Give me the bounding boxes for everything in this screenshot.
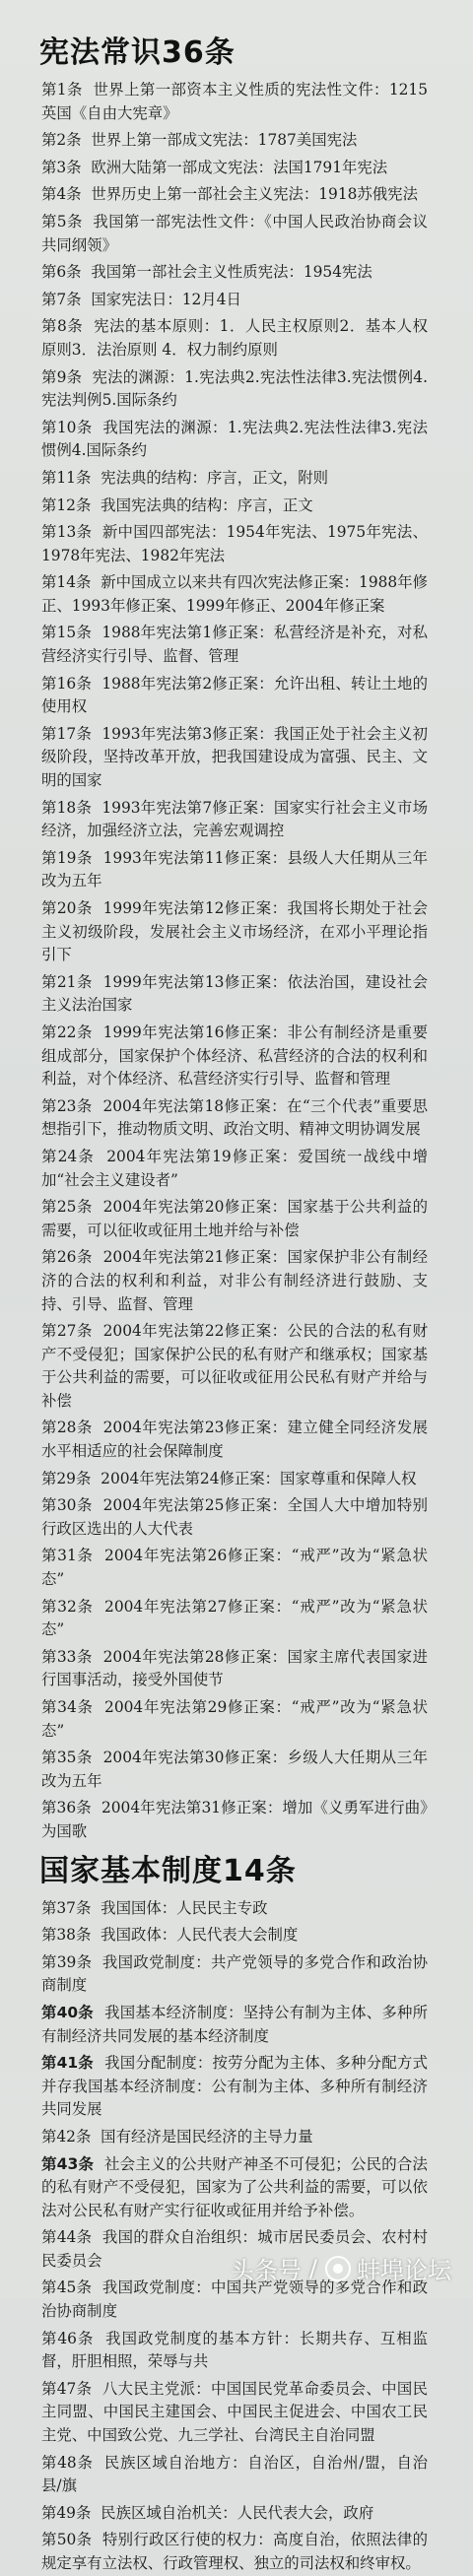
article-text: 我国分配制度：按劳分配为主体、多种分配方式并存我国基本经济制度：公有制为主体、多种所有制经济共同发展: [41, 2054, 428, 2119]
article-text: 民族区域自治地方：自治区，自治州/盟，自治县/旗: [41, 2453, 428, 2495]
article-entry: [41, 622, 428, 668]
article-text: 1999年宪法第13修正案：依法治国，建设社会主义法治国家: [41, 972, 428, 1015]
article-text: 2004年宪法第28修正案：国家主席代表国家进行国事活动，接受外国使节: [41, 1647, 428, 1689]
article-text: 2004年宪法第18修正案：在“三个代表”重要思想指引下，推动物质文明、政治文明、精神文明协调发展: [41, 1096, 428, 1139]
article-text: 我国第一部宪法性文件：《中国人民政治协商会议共同纲领》: [41, 212, 428, 254]
article-number: 第19条: [41, 848, 93, 867]
article-text: 2004年宪法第29修正案：“戒严”改为“紧急状态”: [41, 1698, 428, 1740]
article-number: 第34条: [41, 1698, 94, 1716]
article-entry: [41, 2378, 428, 2448]
article-entry: [41, 1196, 428, 1242]
article-number: 第28条: [41, 1419, 93, 1437]
article-text: 2004年宪法第25修正案：全国人大中增加特别行政区选出的人大代表: [41, 1496, 428, 1538]
article-number: 第20条: [41, 899, 93, 917]
article-number: 第8条: [41, 317, 84, 336]
article-entry: [41, 1022, 428, 1091]
article-number: 第2条: [41, 131, 82, 150]
article-number: 第46条: [41, 2329, 95, 2347]
article-entry: [41, 1897, 428, 1921]
article-text: 1993年宪法第7修正案：国家实行社会主义市场经济，加强经济立法，完善宏观调控: [41, 798, 428, 840]
article-text: 八大民主党派：中国国民党革命委员会、中国民主同盟、中国民主建国会、中国民主促进会、中国农工民主党、中国致公党、九三学社、台湾民主自治同盟: [41, 2379, 428, 2445]
article-entry: [41, 157, 428, 180]
article-entry: [41, 129, 428, 153]
article-entry: [41, 1320, 428, 1413]
article-entry: [41, 847, 428, 893]
article-text: 1988年宪法第2修正案：允许出租、转让土地的使用权: [41, 674, 428, 716]
article-entry: [41, 261, 428, 285]
article-entry: [41, 417, 428, 463]
article-text: 我国宪法的渊源：1.宪法典2.宪法性法律3.宪法惯例4.国际条约: [41, 418, 428, 460]
article-entry: [41, 2126, 428, 2149]
article-text: 宪法典的结构：序言，正文，附则: [101, 468, 329, 487]
article-number: 第44条: [41, 2228, 93, 2247]
article-number: 第42条: [41, 2127, 92, 2146]
article-text: 2004年宪法第21修正案：国家保护非公有制经济的合法的权利和利益，对非公有制经济进行鼓励、支持、引导、监督、管理: [41, 1248, 428, 1313]
watermark-account: 蚌埠论坛: [357, 2257, 451, 2284]
article-text: 1999年宪法第12修正案：我国将长期处于社会主义初级阶段，发展社会主义市场经济，在邓小平理论指引下: [41, 899, 428, 964]
article-number: 第22条: [41, 1023, 93, 1041]
article-number: 第23条: [41, 1096, 93, 1115]
article-number: 第24条: [41, 1147, 96, 1165]
article-text: 世界上第一部成文宪法：1787美国宪法: [91, 131, 358, 150]
article-text: 2004年宪法第19修正案：爱国统一战线中增加“社会主义建设者”: [41, 1147, 428, 1189]
watermark-source: 头条号: [230, 2257, 302, 2284]
article-text: 我国基本经济制度：坚持公有制为主体、多种所有制经济共同发展的基本经济制度: [41, 2003, 428, 2045]
article-number: 第36条: [41, 1799, 92, 1817]
article-entry: [41, 723, 428, 793]
article-text: 国家宪法日：12月4日: [91, 290, 241, 308]
article-entry: [41, 2052, 428, 2122]
article-number: 第4条: [41, 185, 82, 204]
article-text: 2004年宪法第24修正案：国家尊重和保障人权: [101, 1469, 417, 1487]
article-entry: [41, 2529, 428, 2575]
article-entry: [41, 1146, 428, 1192]
article-number: 第14条: [41, 573, 92, 592]
watermark-separator: /: [308, 2254, 317, 2282]
article-text: 1993年宪法第11修正案：县级人大任期从三年改为五年: [41, 848, 428, 891]
article-entry: [41, 315, 428, 362]
article-text: 宪法的基本原则：1．人民主权原则2．基本人权原则3．法治原则 4．权力制约原则: [41, 317, 428, 359]
article-number: 第31条: [41, 1547, 94, 1565]
article-text: 我国政党制度：中国共产党领导的多党合作和政治协商制度: [41, 2279, 428, 2321]
article-text: 我国宪法典的结构：序言，正文: [101, 495, 313, 514]
section-title: 宪法常识36条: [39, 35, 236, 70]
article-entry: [41, 289, 428, 312]
article-entry: [41, 1596, 428, 1642]
article-number: 第6条: [41, 263, 82, 282]
article-text: 特别行政区行使的权力：高度自治，依照法律的规定享有立法权、行政管理权、独立的司法权和终审权。: [41, 2531, 428, 2572]
article-entry: [41, 1246, 428, 1316]
article-text: 我国政党制度：共产党领导的多党合作和政治协商制度: [41, 1952, 428, 1995]
article-entry: [41, 673, 428, 719]
article-number: 第15条: [41, 624, 93, 642]
article-number: 第50条: [41, 2531, 93, 2549]
article-number: 第18条: [41, 798, 93, 817]
article-number: 第10条: [41, 418, 93, 436]
article-number: 第43条: [41, 2154, 94, 2173]
article-text: 我国国体：人民民主专政: [101, 1898, 268, 1917]
article-text: 我国政体：人民代表大会制度: [101, 1926, 299, 1945]
article-entry: [41, 2153, 428, 2223]
article-text: 国有经济是国民经济的主导力量: [101, 2127, 313, 2146]
article-entry: [41, 1747, 428, 1793]
article-entry: [41, 2002, 428, 2048]
article-number: 第9条: [41, 367, 83, 386]
article-entry: [41, 183, 428, 207]
article-number: 第7条: [41, 290, 82, 308]
article-text: 我国的群众自治组织：城市居民委员会、农村村民委员会: [41, 2228, 428, 2270]
article-text: 宪法的渊源：1.宪法典2.宪法性法律3.宪法惯例4.宪法判例5.国际条约: [41, 367, 428, 410]
article-text: 1988年宪法第1修正案：私营经济是补充，对私营经济实行引导、监督、管理: [41, 624, 428, 666]
article-text: 我国第一部社会主义性质宪法：1954宪法: [91, 263, 372, 282]
article-entry: [41, 1494, 428, 1541]
article-number: 第5条: [41, 212, 83, 231]
article-number: 第26条: [41, 1248, 93, 1267]
watermark: [231, 2251, 451, 2285]
article-number: 第29条: [41, 1469, 92, 1487]
article-number: 第35条: [41, 1749, 93, 1767]
article-number: 第25条: [41, 1198, 93, 1217]
article-number: 第41条: [41, 2054, 94, 2073]
article-text: 社会主义的公共财产神圣不可侵犯；公民的合法的私有财产不受侵犯，国家为了公共利益的需要，可以依法对公民私有财产实行征收或征用并给予补偿。: [41, 2154, 428, 2219]
article-text: 2004年宪法第31修正案：增加《义勇军进行曲》为国歌: [41, 1799, 428, 1840]
article-entry: [41, 79, 428, 125]
article-number: 第1条: [41, 81, 83, 99]
article-entry: [41, 2328, 428, 2374]
article-text: 2004年宪法第27修正案：“戒严”改为“紧急状态”: [41, 1597, 428, 1639]
article-number: 第21条: [41, 972, 93, 991]
article-entry: [41, 1797, 428, 1843]
article-number: 第49条: [41, 2503, 92, 2522]
article-entry: [41, 1646, 428, 1692]
article-entry: [41, 1951, 428, 1998]
article-number: 第37条: [41, 1898, 92, 1917]
article-text: 世界上第一部资本主义性质的宪法性文件：1215英国《自由大宪章》: [41, 81, 428, 122]
article-entry: [41, 467, 428, 491]
article-entry: [41, 211, 428, 257]
watermark-logo-icon: [325, 2256, 351, 2281]
article-number: 第3条: [41, 158, 82, 176]
article-entry: [41, 366, 428, 413]
article-number: 第17条: [41, 724, 93, 743]
article-entry: [41, 1095, 428, 1142]
article-entry: [41, 571, 428, 618]
article-number: 第40条: [41, 2003, 94, 2021]
article-text: 世界历史上第一部社会主义宪法：1918苏俄宪法: [91, 185, 418, 204]
article-number: 第47条: [41, 2379, 93, 2398]
article-text: 1999年宪法第16修正案：非公有制经济是重要组成部分，国家保护个体经济、私营经济的合法的权利和利益，对个体经济、私营经济实行引导、监督和管理: [41, 1023, 428, 1089]
article-number: 第48条: [41, 2453, 94, 2472]
article-text: 2004年宪法第26修正案：“戒严”改为“紧急状态”: [41, 1547, 428, 1589]
article-text: 新中国成立以来共有四次宪法修正案：1988年修正、1993年修正案、1999年修正、2004年修正案: [41, 573, 428, 615]
article-entry: [41, 797, 428, 843]
article-entry: [41, 521, 428, 567]
article-number: 第33条: [41, 1647, 93, 1666]
article-number: 第11条: [41, 468, 92, 487]
article-number: 第45条: [41, 2279, 93, 2297]
article-text: 欧洲大陆第一部成文宪法：法国1791年宪法: [91, 158, 388, 176]
article-number: 第38条: [41, 1926, 92, 1945]
article-entry: [41, 897, 428, 967]
article-entry: [41, 1417, 428, 1463]
article-text: 1993年宪法第3修正案：我国正处于社会主义初级阶段，坚持改革开放，把我国建设成为富强、民主、文明的国家: [41, 724, 428, 790]
document-content: [41, 33, 428, 2576]
article-entry: [41, 1468, 428, 1491]
article-number: 第27条: [41, 1322, 93, 1341]
article-text: 民族区域自治机关：人民代表大会，政府: [101, 2503, 374, 2522]
article-text: 2004年宪法第30修正案：乡级人大任期从三年改为五年: [41, 1749, 428, 1790]
article-text: 2004年宪法第22修正案：公民的合法的私有财产不受侵犯；国家保护公民的私有财产和继承权；国家基于公共利益的需要，可以征收或征用公民私有财产并给与补偿: [41, 1322, 428, 1410]
article-text: 2004年宪法第23修正案：建立健全同经济发展水平相适应的社会保障制度: [41, 1419, 428, 1461]
article-entry: [41, 971, 428, 1018]
article-number: 第32条: [41, 1597, 94, 1616]
section-title: 国家基本制度14条: [39, 1853, 297, 1888]
article-entry: [41, 1545, 428, 1591]
article-entry: [41, 2502, 428, 2526]
article-text: 2004年宪法第20修正案：国家基于公共利益的需要，可以征收或征用土地并给与补偿: [41, 1198, 428, 1239]
article-text: 我国政党制度的基本方针：长期共存、互相监督，肝胆相照，荣辱与共: [41, 2329, 428, 2371]
article-text: 新中国四部宪法：1954年宪法、1975年宪法、1978年宪法、1982年宪法: [41, 523, 428, 564]
article-entry: [41, 1696, 428, 1743]
article-entry: [41, 495, 428, 518]
article-number: 第30条: [41, 1496, 93, 1515]
article-number: 第39条: [41, 1952, 93, 1971]
article-number: 第16条: [41, 674, 93, 693]
article-number: 第13条: [41, 523, 93, 542]
article-number: 第12条: [41, 495, 92, 514]
article-entry: [41, 1924, 428, 1948]
article-entry: [41, 2452, 428, 2498]
